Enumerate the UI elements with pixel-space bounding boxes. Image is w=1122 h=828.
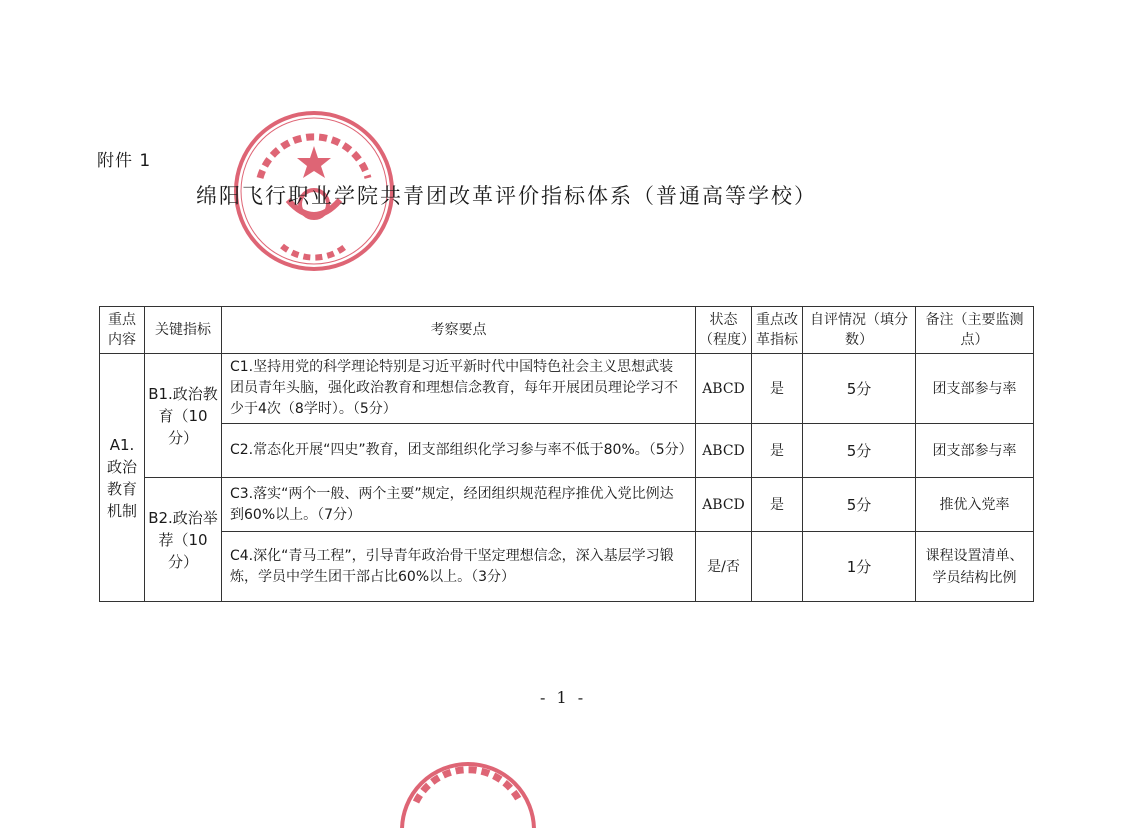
seal-partial-icon [398, 748, 538, 828]
status-cell: ABCD [696, 354, 752, 424]
key-reform-cell: 是 [752, 354, 803, 424]
note-cell: 团支部参与率 [916, 354, 1034, 424]
header-focus: 重点内容 [100, 307, 145, 354]
key-indicator-cell: B1.政治教育（10分） [145, 354, 222, 478]
self-eval-cell: 5分 [803, 424, 916, 478]
inspection-point: C4.深化“青马工程”，引导青年政治骨干坚定理想信念，深入基层学习锻炼，学员中学生团干部占比60%以上。（3分） [222, 532, 696, 602]
table-row [100, 354, 1034, 424]
self-eval-cell: 1分 [803, 532, 916, 602]
table-row [100, 478, 1034, 532]
inspection-point: C1.坚持用党的科学理论特别是习近平新时代中国特色社会主义思想武装团员青年头脑，强化政治教育和理想信念教育，每年开展团员理论学习不少于4次（8学时）。（5分） [222, 354, 696, 424]
header-inspection-points: 考察要点 [222, 307, 696, 354]
status-cell: ABCD [696, 478, 752, 532]
attachment-label: 附件 1 [97, 151, 152, 171]
note-cell: 课程设置清单、学员结构比例 [916, 532, 1034, 602]
focus-cell: A1.政治教育机制 [100, 354, 145, 602]
key-indicator-cell: B2.政治举荐（10分） [145, 478, 222, 602]
inspection-point: C3.落实“两个一般、两个主要”规定，经团组织规范程序推优入党比例达到60%以上。（7分） [222, 478, 696, 532]
table-header-row [100, 307, 1034, 354]
status-cell: 是/否 [696, 532, 752, 602]
self-eval-cell: 5分 [803, 354, 916, 424]
evaluation-table [99, 306, 1034, 602]
header-status: 状态（程度） [696, 307, 752, 354]
table-row [100, 532, 1034, 602]
table-row [100, 424, 1034, 478]
header-key-indicator: 关键指标 [145, 307, 222, 354]
document-title: 绵阳飞行职业学院共青团改革评价指标体系（普通高等学校） [196, 184, 817, 208]
page-number: - 1 - [540, 688, 587, 707]
note-cell: 团支部参与率 [916, 424, 1034, 478]
key-reform-cell: 是 [752, 478, 803, 532]
header-self-eval: 自评情况（填分数） [803, 307, 916, 354]
header-note: 备注（主要监测点） [916, 307, 1034, 354]
status-cell: ABCD [696, 424, 752, 478]
self-eval-cell: 5分 [803, 478, 916, 532]
key-reform-cell: 是 [752, 424, 803, 478]
inspection-point: C2.常态化开展“四史”教育，团支部组织化学习参与率不低于80%。（5分） [222, 424, 696, 478]
note-cell: 推优入党率 [916, 478, 1034, 532]
key-reform-cell [752, 532, 803, 602]
header-key-reform: 重点改革指标 [752, 307, 803, 354]
